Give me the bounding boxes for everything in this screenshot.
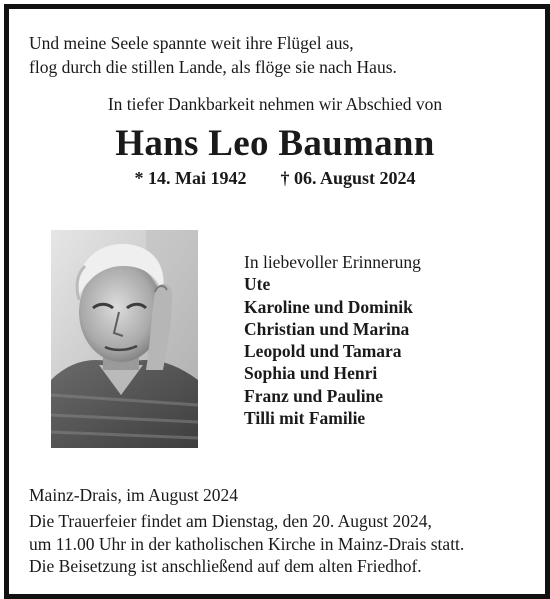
ceremony-line: Die Beisetzung ist anschließend auf dem alten Friedhof. bbox=[29, 555, 422, 576]
ceremony-line: um 11.00 Uhr in der katholischen Kirche in Mainz-Drais statt. bbox=[29, 533, 465, 554]
place-date: Mainz-Drais, im August 2024 bbox=[29, 485, 239, 505]
memory-block bbox=[244, 251, 421, 429]
mourner-name: Tilli mit Familie bbox=[244, 408, 366, 429]
birth-date: * 14. Mai 1942 bbox=[134, 168, 247, 188]
mourner-name: Sophia und Henri bbox=[244, 363, 378, 384]
verse-line: Und meine Seele spannte weit ihre Flügel aus, bbox=[29, 33, 354, 53]
death-date: † 06. August 2024 bbox=[280, 168, 416, 188]
mourner-name: Christian und Marina bbox=[244, 318, 410, 339]
mourner-name: Franz und Pauline bbox=[244, 385, 384, 406]
portrait-photo bbox=[51, 230, 198, 448]
verse-line: flog durch die stillen Lande, als flöge sie nach Haus. bbox=[29, 57, 397, 77]
mourner-list bbox=[244, 273, 421, 429]
mourner-name: Leopold und Tamara bbox=[244, 341, 402, 362]
portrait-image bbox=[51, 230, 198, 448]
verse bbox=[29, 31, 397, 79]
life-dates bbox=[0, 168, 550, 189]
ceremony-line: Die Trauerfeier findet am Dienstag, den 20. August 2024, bbox=[29, 511, 432, 532]
footer-block bbox=[29, 484, 464, 577]
memory-heading: In liebevoller Erinnerung bbox=[244, 252, 421, 272]
intro-text: In tiefer Dankbarkeit nehmen wir Abschied von bbox=[107, 94, 443, 114]
mourner-name: Karoline und Dominik bbox=[244, 296, 413, 317]
deceased-name: Hans Leo Baumann bbox=[115, 123, 435, 164]
mourner-name: Ute bbox=[244, 274, 271, 295]
